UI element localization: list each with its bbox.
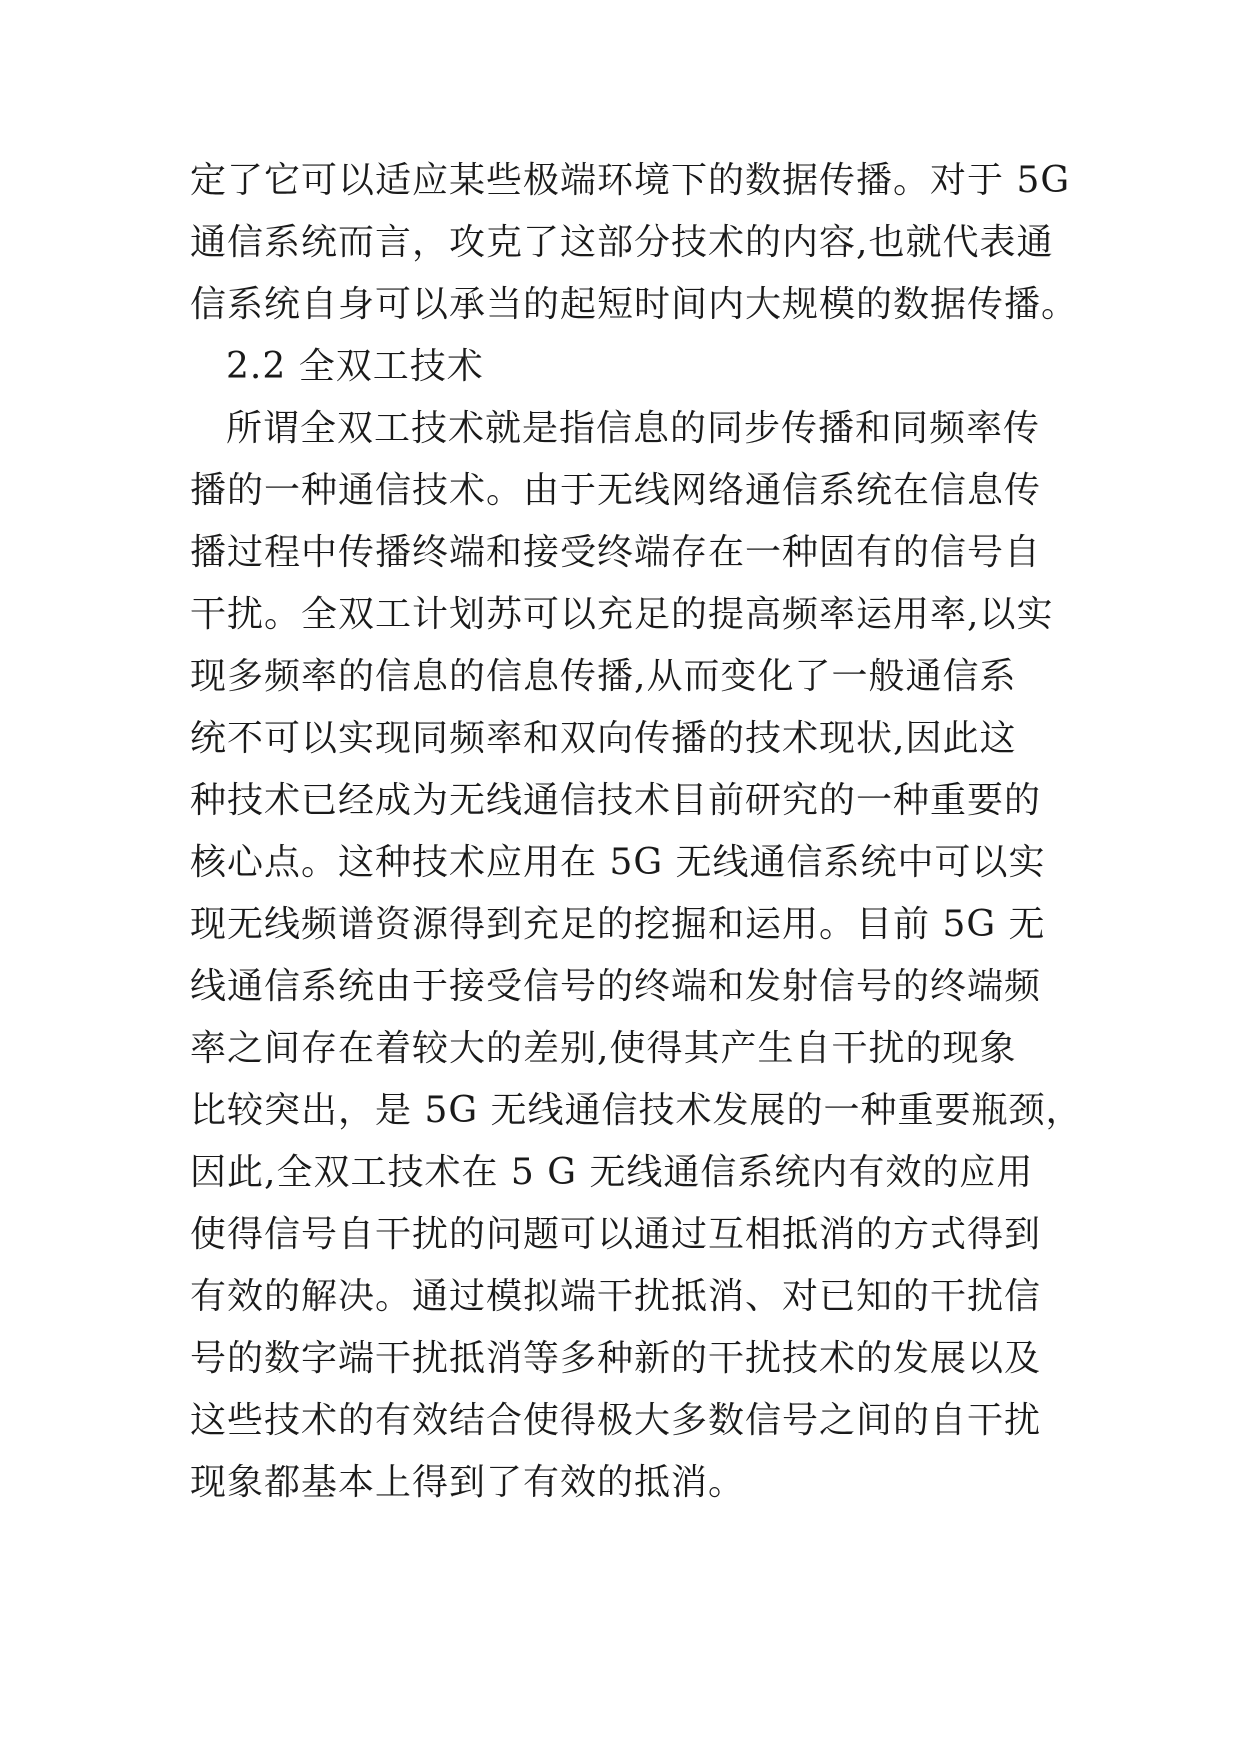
text-line: 现无线频谱资源得到充足的挖掘和运用。目前 5G 无 [190, 904, 1046, 945]
text-line: 定了它可以适应某些极端环境下的数据传播。对于 5G [190, 160, 1071, 201]
text-line: 率之间存在着较大的差别,使得其产生自干扰的现象 [190, 1028, 1017, 1069]
text-line: 线通信系统由于接受信号的终端和发射信号的终端频 [190, 966, 1042, 1007]
text-line: 信系统自身可以承当的起短时间内大规模的数据传播。 [190, 284, 1079, 325]
text-line: 比较突出，是 5G 无线通信技术发展的一种重要瓶颈， [190, 1090, 1083, 1131]
text-line: 号的数字端干扰抵消等多种新的干扰技术的发展以及 [190, 1338, 1042, 1379]
text-line: 因此,全双工技术在 5 G 无线通信系统内有效的应用 [190, 1152, 1034, 1193]
text-line: 核心点。这种技术应用在 5G 无线通信系统中可以实 [190, 842, 1046, 883]
text-line: 所谓全双工技术就是指信息的同步传播和同频率传 [226, 408, 1041, 449]
text-line: 这些技术的有效结合使得极大多数信号之间的自干扰 [190, 1400, 1042, 1441]
text-line: 现多频率的信息的信息传播,从而变化了一般通信系 [190, 656, 1017, 697]
text-line: 通信系统而言，攻克了这部分技术的内容,也就代表通 [190, 222, 1054, 263]
text-line: 使得信号自干扰的问题可以通过互相抵消的方式得到 [190, 1214, 1042, 1255]
text-line: 播的一种通信技术。由于无线网络通信系统在信息传 [190, 470, 1042, 511]
text-line: 现象都基本上得到了有效的抵消。 [190, 1462, 746, 1503]
text-line: 统不可以实现同频率和双向传播的技术现状,因此这 [190, 718, 1017, 759]
text-line: 播过程中传播终端和接受终端存在一种固有的信号自 [190, 532, 1042, 573]
section-heading: 2.2 全双工技术 [226, 346, 484, 387]
text-line: 干扰。全双工计划苏可以充足的提高频率运用率,以实 [190, 594, 1054, 635]
text-line: 种技术已经成为无线通信技术目前研究的一种重要的 [190, 780, 1042, 821]
body-text [190, 150, 1083, 1514]
text-line: 有效的解决。通过模拟端干扰抵消、对已知的干扰信 [190, 1276, 1042, 1317]
